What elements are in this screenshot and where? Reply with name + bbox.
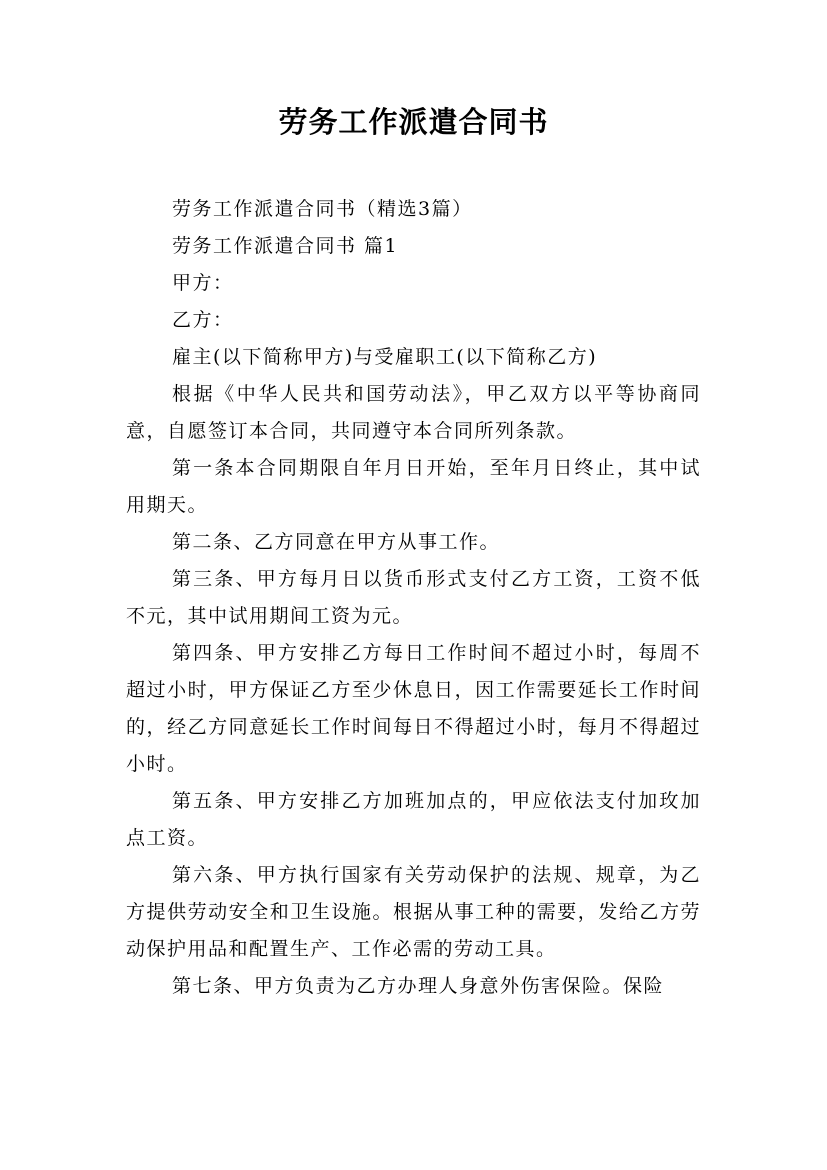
paragraph-article-1: 第一条本合同期限自年月日开始，至年月日终止，其中试用期天。 (126, 457, 701, 516)
paragraph-subtitle: 劳务工作派遣合同书（精选3篇） (172, 198, 473, 220)
paragraph-article-5: 第五条、甲方安排乙方加班加点的，甲应依法支付加玫加点工资。 (126, 790, 701, 849)
document-title: 劳务工作派遣合同书 (278, 105, 549, 139)
paragraph-parties-definition: 雇主(以下简称甲方)与受雇职工(以下简称乙方) (172, 346, 598, 368)
document-body (126, 191, 701, 1005)
paragraph-section-heading: 劳务工作派遣合同书 篇1 (172, 235, 399, 257)
paragraph-legal-basis: 根据《中华人民共和国劳动法》，甲乙双方以平等协商同意，自愿签订本合同，共同遵守本合同所列条款。 (126, 383, 701, 442)
paragraph-party-b: 乙方： (172, 309, 234, 331)
paragraph-party-a: 甲方： (172, 272, 234, 294)
paragraph-article-3: 第三条、甲方每月日以货币形式支付乙方工资，工资不低不元，其中试用期间工资为元。 (126, 568, 701, 627)
paragraph-article-7: 第七条、甲方负责为乙方办理人身意外伤害保险。保险 (172, 975, 665, 997)
paragraph-article-2: 第二条、乙方同意在甲方从事工作。 (172, 531, 501, 553)
paragraph-article-4: 第四条、甲方安排乙方每日工作时间不超过小时，每周不超过小时，甲方保证乙方至少休息日，因工作需要延长工作时间的，经乙方同意延长工作时间每日不得超过小时，每月不得超过小时。 (126, 642, 701, 775)
paragraph-article-6: 第六条、甲方执行国家有关劳动保护的法规、规章，为乙方提供劳动安全和卫生设施。根据从事工种的需要，发给乙方劳动保护用品和配置生产、工作必需的劳动工具。 (126, 864, 701, 960)
